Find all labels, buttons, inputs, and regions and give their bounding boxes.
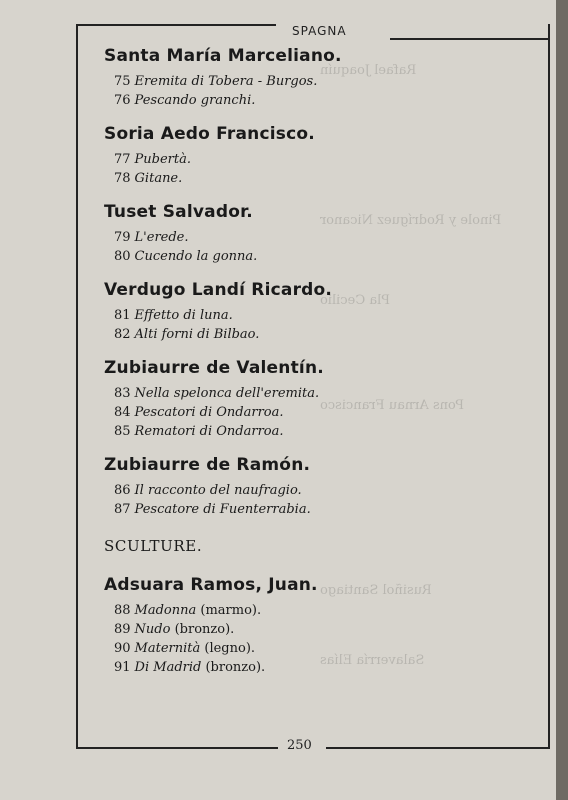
entry-number: 76 xyxy=(114,93,131,108)
artist-name: Zubiaurre de Valentín. xyxy=(104,358,324,378)
catalog-entry xyxy=(114,169,524,188)
entry-number: 75 xyxy=(114,74,131,89)
artist-name: Soria Aedo Francisco. xyxy=(104,124,315,144)
catalog-entry xyxy=(114,150,524,169)
catalog-entry xyxy=(114,500,524,519)
entry-title: Pescatore di Fuenterrabia. xyxy=(134,502,311,517)
catalog-entry xyxy=(114,325,524,344)
entry-number: 89 xyxy=(114,622,131,637)
entry-title: Nudo xyxy=(134,622,171,637)
artist-block xyxy=(104,455,524,519)
bleed-line: Pons Arnau Francisco xyxy=(320,398,465,413)
catalog-entry xyxy=(114,72,524,91)
bleed-line: Rusiñol Santiago xyxy=(320,583,432,598)
catalog-entry xyxy=(114,639,524,658)
entry-number: 86 xyxy=(114,483,131,498)
entry-number: 87 xyxy=(114,502,131,517)
entry-title: Pescando granchi. xyxy=(134,93,256,108)
entry-title: Il racconto del naufragio. xyxy=(134,483,302,498)
catalog-entry xyxy=(114,620,524,639)
entry-title: Rematori di Ondarroa. xyxy=(134,424,284,439)
entry-title: Madonna xyxy=(134,603,197,618)
entry-number: 79 xyxy=(114,230,131,245)
catalog-entry xyxy=(114,422,524,441)
catalog-entry xyxy=(114,403,524,422)
bleed-line: Pla Cecilio xyxy=(320,293,391,308)
entry-title: Pubertà. xyxy=(134,152,192,167)
entry-title: L'erede. xyxy=(134,230,189,245)
catalog-entry xyxy=(114,601,524,620)
bleed-line: Salaverría Elías xyxy=(320,653,425,668)
entry-number: 91 xyxy=(114,660,131,675)
entry-title: Eremita di Tobera - Burgos. xyxy=(134,74,318,89)
catalog-entry xyxy=(114,384,524,403)
entry-title: Nella spelonca dell'eremita. xyxy=(134,386,320,401)
artist-name: Santa María Marceliano. xyxy=(104,46,342,66)
entry-medium: (bronzo). xyxy=(170,622,235,637)
entry-title: Maternità xyxy=(134,641,201,656)
paintings-list xyxy=(104,46,524,519)
catalog-content xyxy=(104,46,524,691)
artist-block xyxy=(104,202,524,266)
artist-block xyxy=(104,46,524,110)
entry-medium: (marmo). xyxy=(196,603,262,618)
artist-name: Verdugo Landí Ricardo. xyxy=(104,280,333,300)
artist-block xyxy=(104,358,524,441)
entry-number: 80 xyxy=(114,249,131,264)
entry-number: 78 xyxy=(114,171,131,186)
entry-number: 83 xyxy=(114,386,131,401)
entry-title: Effetto di luna. xyxy=(134,308,233,323)
entry-title: Pescatori di Ondarroa. xyxy=(134,405,284,420)
artist-name: Tuset Salvador. xyxy=(104,202,253,222)
entry-title: Di Madrid xyxy=(134,660,202,675)
artist-block xyxy=(104,280,524,344)
entry-number: 88 xyxy=(114,603,131,618)
catalog-entry xyxy=(114,91,524,110)
bleed-line: Pinole y Rodríguez Nicanor xyxy=(320,213,502,228)
entry-number: 81 xyxy=(114,308,131,323)
entry-medium: (bronzo). xyxy=(201,660,266,675)
entry-number: 85 xyxy=(114,424,131,439)
catalog-entry xyxy=(114,658,524,677)
entry-title: Gitane. xyxy=(134,171,183,186)
entry-number: 82 xyxy=(114,327,131,342)
artist-block xyxy=(104,124,524,188)
catalog-entry xyxy=(114,247,524,266)
catalog-entry xyxy=(114,481,524,500)
artist-block xyxy=(104,575,524,677)
catalog-entry xyxy=(114,306,524,325)
section-title-sculture: SCULTURE. xyxy=(104,537,203,555)
artist-name: Zubiaurre de Ramón. xyxy=(104,455,311,475)
entry-number: 77 xyxy=(114,152,131,167)
entry-medium: (legno). xyxy=(200,641,256,656)
entry-number: 84 xyxy=(114,405,131,420)
entry-title: Alti forni di Bilbao. xyxy=(134,327,260,342)
bleed-line: Rafael Joaquín xyxy=(320,63,417,78)
entry-number: 90 xyxy=(114,641,131,656)
sculptures-list xyxy=(104,575,524,677)
entry-title: Cucendo la gonna. xyxy=(134,249,258,264)
artist-name: Adsuara Ramos, Juan. xyxy=(104,575,318,595)
running-head: SPAGNA xyxy=(292,24,347,38)
catalog-entry xyxy=(114,228,524,247)
page-number: 250 xyxy=(287,738,312,753)
